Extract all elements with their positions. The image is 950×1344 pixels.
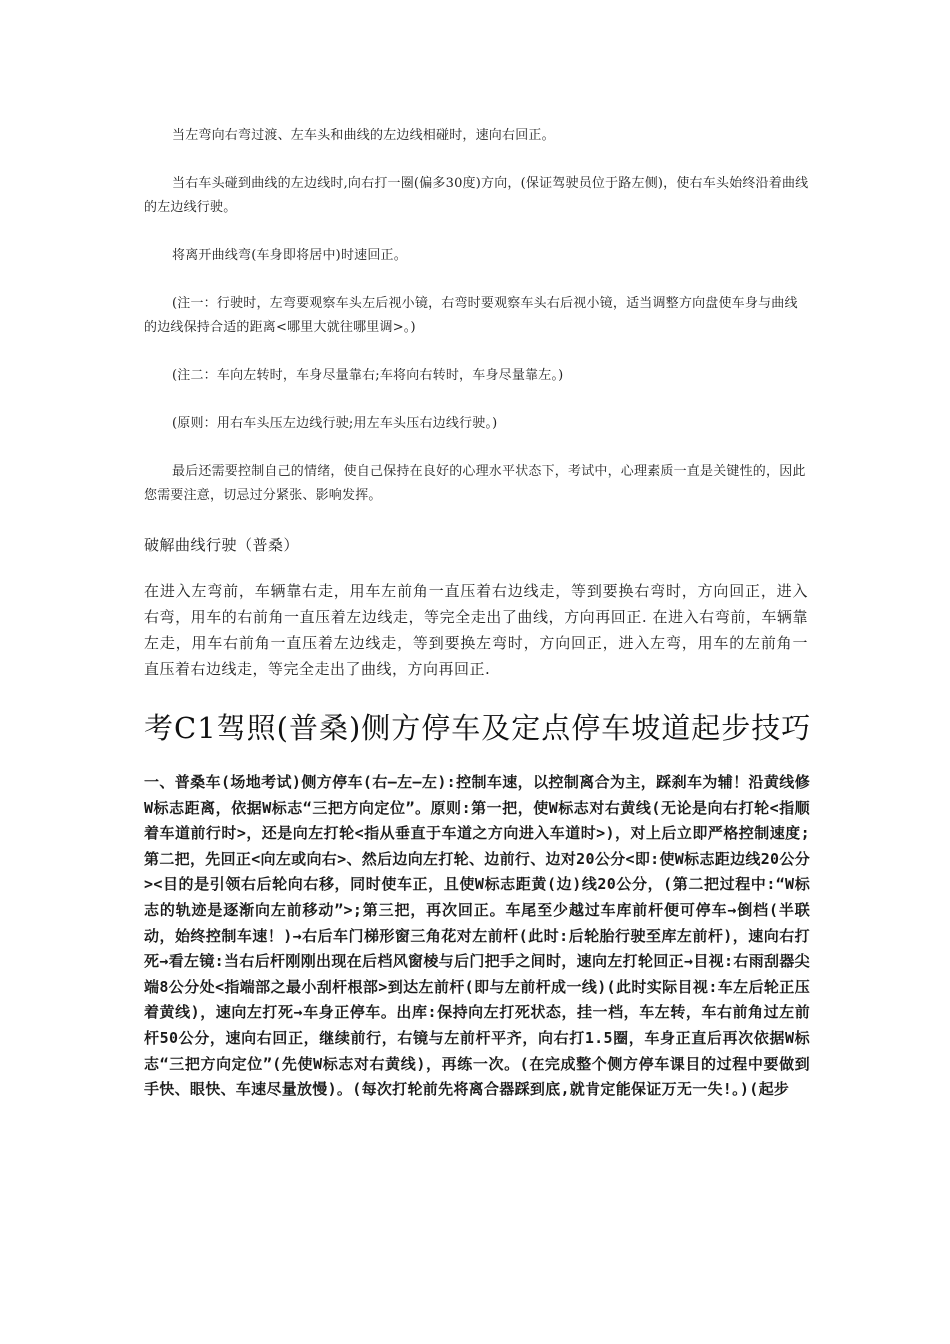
paragraph-note-two: (注二：车向左转时，车身尽量靠右;车将向右转时，车身尽量靠左。) xyxy=(172,368,564,383)
paragraph-side-parking: 一、普桑车(场地考试)侧方停车(右—左—左):控制车速，以控制离合为主，踩刹车为辅！沿黄线修W标志距离，依据W标志“三把方向定位”。原则:第一把，使W标志对右黄线(无论是向右打轮<指顺着车道前行时>，还是向左打轮<指从垂直于车道之方向进入车道时>)，对上后立即严格控制速度;第二把，先回正<向左或向右>、然后边向左打轮、边前行、边对20公分<即:使W标志距边线20公分><目的是引领右后轮向右移，同时使车正，且使W标志距黄(边)线20公分，(第二把过程中:“W标志的轨迹是逐渐向左前移动”>;第三把，再次回正。车尾至少越过车库前杆便可停车→倒档(半联动，始终控制车速！)→右后车门梯形窗三角花对左前杆(此时:后轮胎行驶至库左前杆)，速向右打死→看左镜:当右后杆刚刚出现在后档风窗棱与后门把手之间时，速向左打轮回正→目视:右雨刮器尖端8公分处<指端部之最小刮杆根部>到达左前杆(即与左前杆成一线)(此时实际目视:车左后轮正压着黄线)，速向左打死→车身正停车。出库:保持向左打死状态，挂一档，车左转，车右前角过左前杆50公分，速向右回正，继续前行，右镜与左前杆平齐，向右打1.5圈，车身正直后再次依据W标志“三把方向定位”(先使W标志对右黄线)，再练一次。(在完成整个侧方停车课目的过程中要做到手快、眼快、车速尽量放慢)。(每次打轮前先将离合器踩到底,就肯定能保证万无一失!。)(起步 xyxy=(144,773,810,1099)
page-title: 考C1驾照(普桑)侧方停车及定点停车坡道起步技巧 xyxy=(144,711,812,745)
section-subheading: 破解曲线行驶（普桑） xyxy=(144,536,300,554)
paragraph-mindset: 最后还需要控制自己的情绪，使自己保持在良好的心理水平状态下，考试中，心理素质一直是关键性的，因此您需要注意，切忌过分紧张、影响发挥。 xyxy=(144,464,806,503)
paragraph-principle: (原则：用右车头压左边线行驶;用左车头压右边线行驶。) xyxy=(172,416,498,431)
paragraph-note-one: (注一：行驶时，左弯要观察车头左后视小镜，右弯时要观察车头右后视小镜，适当调整方向盘使车身与曲线的边线保持合适的距离<哪里大就往哪里调>。) xyxy=(144,296,798,335)
paragraph-curve-transition: 当左弯向右弯过渡、左车头和曲线的左边线相碰时，速向右回正。 xyxy=(172,128,555,143)
paragraph-curve-driving: 在进入左弯前，车辆靠右走，用车左前角一直压着右边线走，等到要换右弯时，方向回正，进入右弯，用车的右前角一直压着左边线走，等完全走出了曲线，方向再回正. 在进入右弯前，车辆靠左走，用车右前角一直压着左边线走，等到要换左弯时，方向回正，进入左弯，用车的左前角一直压着右边线走，等完全走出了曲线，方向再回正. xyxy=(144,582,808,678)
paragraph-right-head-on-left-line: 当右车头碰到曲线的左边线时,向右打一圈(偏多30度)方向，(保证驾驶员位于路左侧)，使右车头始终沿着曲线的左边线行驶。 xyxy=(144,176,809,215)
paragraph-exit-curve: 将离开曲线弯(车身即将居中)时速回正。 xyxy=(172,248,407,263)
